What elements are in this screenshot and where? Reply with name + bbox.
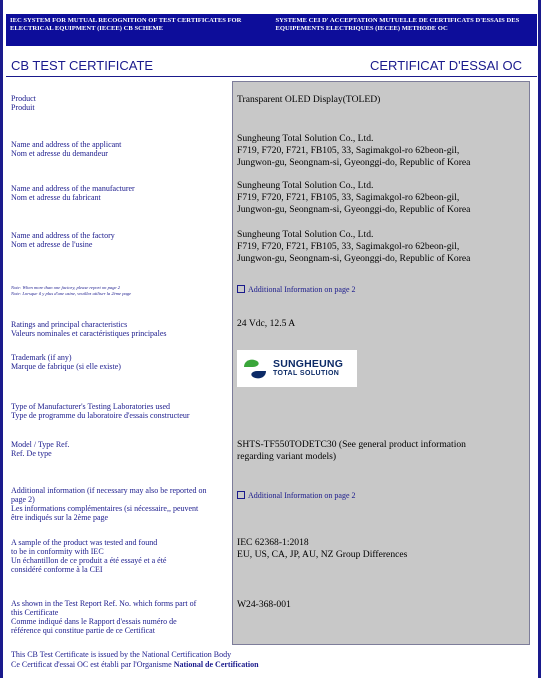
banner-french: SYSTEME CEI D' ACCEPTATION MUTUELLE DE CERTIFICATS D'ESSAIS DES EQUIPEMENTS ELECTRIQUES (IECEE) METHODE OC [275,17,520,32]
footer-line-english: This CB Test Certificate is issued by the National Certification Body [11,650,232,659]
logo-main-text: SUNGHEUNG [273,357,344,370]
product-label: Product Produit [11,94,36,112]
header-banner [6,14,537,46]
logo-sub-text: TOTAL SOLUTION [273,369,340,377]
additional-info-value: Additional Information on page 2 [237,490,527,502]
manufacturer-value: Sungheung Total Solution Co., Ltd. F719, F720, F721, FB105, 33, Sagimakgol-ro 62beon-gil, Jungwon-gu, Seongnam-si, Gyeonggi-do, Republic of Korea [237,180,471,215]
test-report-label: As shown in the Test Report Ref. No. which forms part of this Certificate Comme indiqué dans le Rapport d'essais numéro de référence qui constitue partie de ce Certificat [11,599,197,635]
factory-note: Note: When more than one factory, please report on page 2 Note: Lorsque il y plus d'une usine, veuillez utiliser la 2ème page [11,285,132,296]
note-additional-info: Additional Information on page 2 [237,284,527,296]
sungheung-logo-icon [241,355,269,383]
banner-english: IEC SYSTEM FOR MUTUAL RECOGNITION OF TEST CERTIFICATES FOR ELECTRICAL EQUIPMENT (IECEE) CB SCHEME [10,17,242,32]
ratings-label: Ratings and principal characteristics Valeurs nominales et caractéristiques principales [11,320,167,338]
manufacturer-label: Name and address of the manufacturer Nom et adresse du fabricant [11,184,135,202]
factory-value: Sungheung Total Solution Co., Ltd. F719, F720, F721, FB105, 33, Sagimakgol-ro 62beon-gil, Jungwon-gu, Seongnam-si, Gyeonggi-do, Republic of Korea [237,229,471,264]
sungheung-logo [237,350,357,387]
conformity-value: IEC 62368-1:2018 EU, US, CA, JP, AU, NZ Group Differences [237,537,408,560]
conformity-label: A sample of the product was tested and found to be in conformity with IEC Un échantillon de ce produit a été essayé et a été considéré conforme à la CEI [11,538,167,574]
model-value: SHTS-TF550TODETC30 (See general product information regarding variant models) [237,439,466,462]
testing-lab-label: Type of Manufacturer's Testing Laboratories used Type de programme du laboratoire d'essais constructeur [11,402,190,420]
trademark-label: Trademark (if any) Marque de fabrique (si elle existe) [11,353,121,371]
applicant-label: Name and address of the applicant Nom et adresse du demandeur [11,140,122,158]
footer-line-french: Ce Certificat d'essai OC est établi par l'Organisme National de Certification [11,660,259,669]
applicant-value: Sungheung Total Solution Co., Ltd. F719, F720, F721, FB105, 33, Sagimakgol-ro 62beon-gil, Jungwon-gu, Seongnam-si, Gyeonggi-do, Republic of Korea [237,133,471,168]
title-divider [6,76,537,77]
additional-info-checkbox-2[interactable] [237,491,245,499]
test-report-value: W24-368-001 [237,599,291,610]
ratings-value: 24 Vdc, 12.5 A [237,318,296,329]
product-value: Transparent OLED Display(TOLED) [237,94,381,105]
additional-info-label: Additional information (if necessary may also be reported on page 2) Les informations complémentaires (si nécessaire,, peuvent être indiqués sur la 2ème page [11,486,207,522]
additional-info-checkbox[interactable] [237,285,245,293]
model-label: Model / Type Ref. Ref. De type [11,440,70,458]
footer [11,650,259,670]
title-french: CERTIFICAT D'ESSAI OC [369,58,522,73]
factory-label: Name and address of the factory Nom et adresse de l'usine [11,231,115,249]
title-english: CB TEST CERTIFICATE [11,58,154,73]
